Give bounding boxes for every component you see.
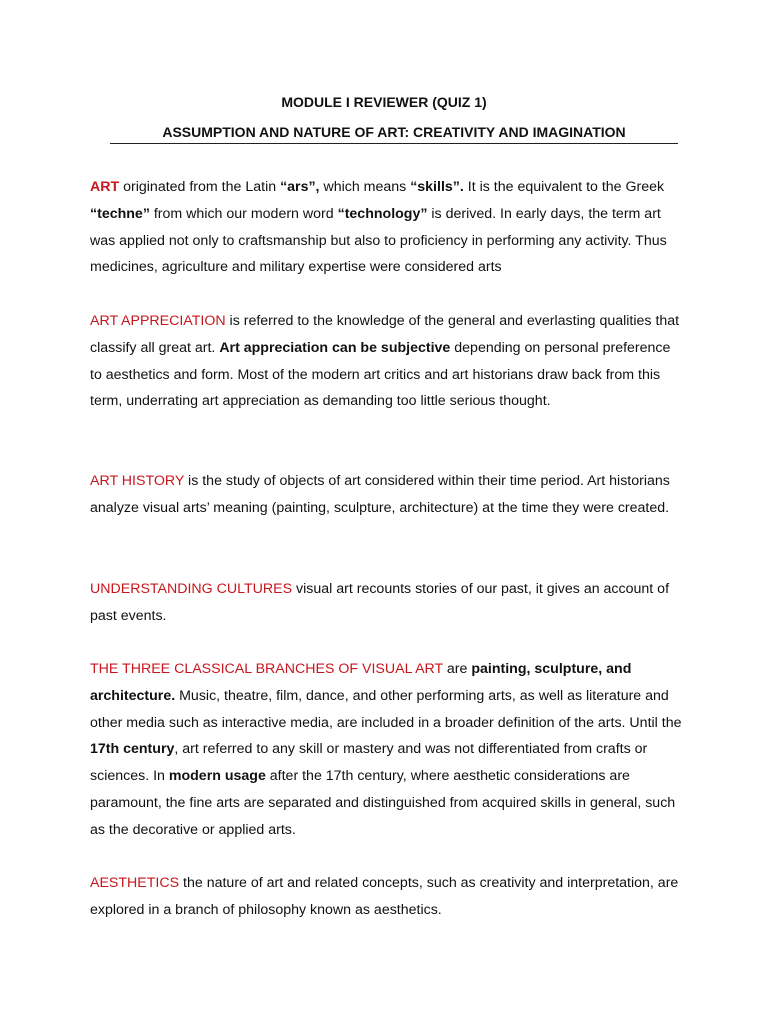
text: which means (319, 179, 411, 195)
term-aesthetics: AESTHETICS (90, 875, 180, 891)
term-art: ART (90, 179, 120, 195)
document-subtitle: ASSUMPTION AND NATURE OF ART: CREATIVITY AND IMAGINATION (162, 124, 626, 140)
term-understanding-cultures: UNDERSTANDING CULTURES (90, 581, 293, 597)
term-art-history: ART HISTORY (90, 473, 185, 489)
bold-text: “techne” (90, 205, 150, 222)
bold-text: modern usage (168, 768, 266, 785)
document-title: MODULE I REVIEWER (QUIZ 1) (281, 94, 487, 110)
text: visual art recounts stories of our past, it gives an account of past events. (90, 581, 670, 624)
text: from which our modern word (149, 205, 338, 222)
bold-text: Art appreciation can be subjective (219, 339, 451, 356)
text: , art referred to any skill or mastery and was not differentiated from crafts or sciences. In (90, 741, 648, 785)
paragraph-art (90, 174, 682, 281)
text: It is the equivalent to the Greek (463, 179, 665, 195)
paragraph-classical-branches (90, 656, 682, 844)
text: Music, theatre, film, dance, and other performing arts, as well as literature and other media such as interactive media, are included in a broader definition of the arts. Until the (90, 687, 682, 731)
text: originated from the Latin (119, 179, 281, 195)
bold-text: “skills”. (410, 179, 464, 195)
text: the nature of art and related concepts, such as creativity and interpretation, are explored in a branch of philosophy known as aesthetics. (90, 875, 679, 918)
paragraph-aesthetics (90, 870, 682, 924)
text: are (442, 661, 472, 677)
term-classical-branches: THE THREE CLASSICAL BRANCHES OF VISUAL ART (90, 661, 443, 677)
bold-text: “technology” (337, 205, 428, 222)
text: after the 17th century, where aesthetic considerations are paramount, the fine arts are separated and distinguished from acquired skills in general, such as the decorative or applied arts. (90, 768, 676, 838)
paragraph-understanding-cultures (90, 576, 682, 630)
bold-text: 17th century (90, 741, 175, 758)
paragraph-art-appreciation (90, 308, 682, 415)
title-underline (110, 143, 678, 144)
term-art-appreciation: ART APPRECIATION (90, 313, 226, 329)
paragraph-art-history (90, 468, 682, 522)
text: is referred to the knowledge of the general and everlasting qualities that classify all great art. (90, 313, 680, 356)
text: is derived. In early days, the term art was applied not only to craftsmanship but also to proficiency in performing any activity. Thus medicines, agriculture and military expertise were considered arts (90, 205, 667, 276)
text: is the study of objects of art considered within their time period. Art historians analyze visual arts’ meaning (painting, sculpture, architecture) at the time they were created. (90, 473, 670, 516)
text: depending on personal preference to aesthetics and form. Most of the modern art critics and art historians draw back from this term, underrating art appreciation as demanding too little serious thought. (90, 339, 671, 410)
bold-text: “ars”, (280, 179, 320, 195)
bold-text: painting, sculpture, and architecture. (90, 661, 632, 704)
